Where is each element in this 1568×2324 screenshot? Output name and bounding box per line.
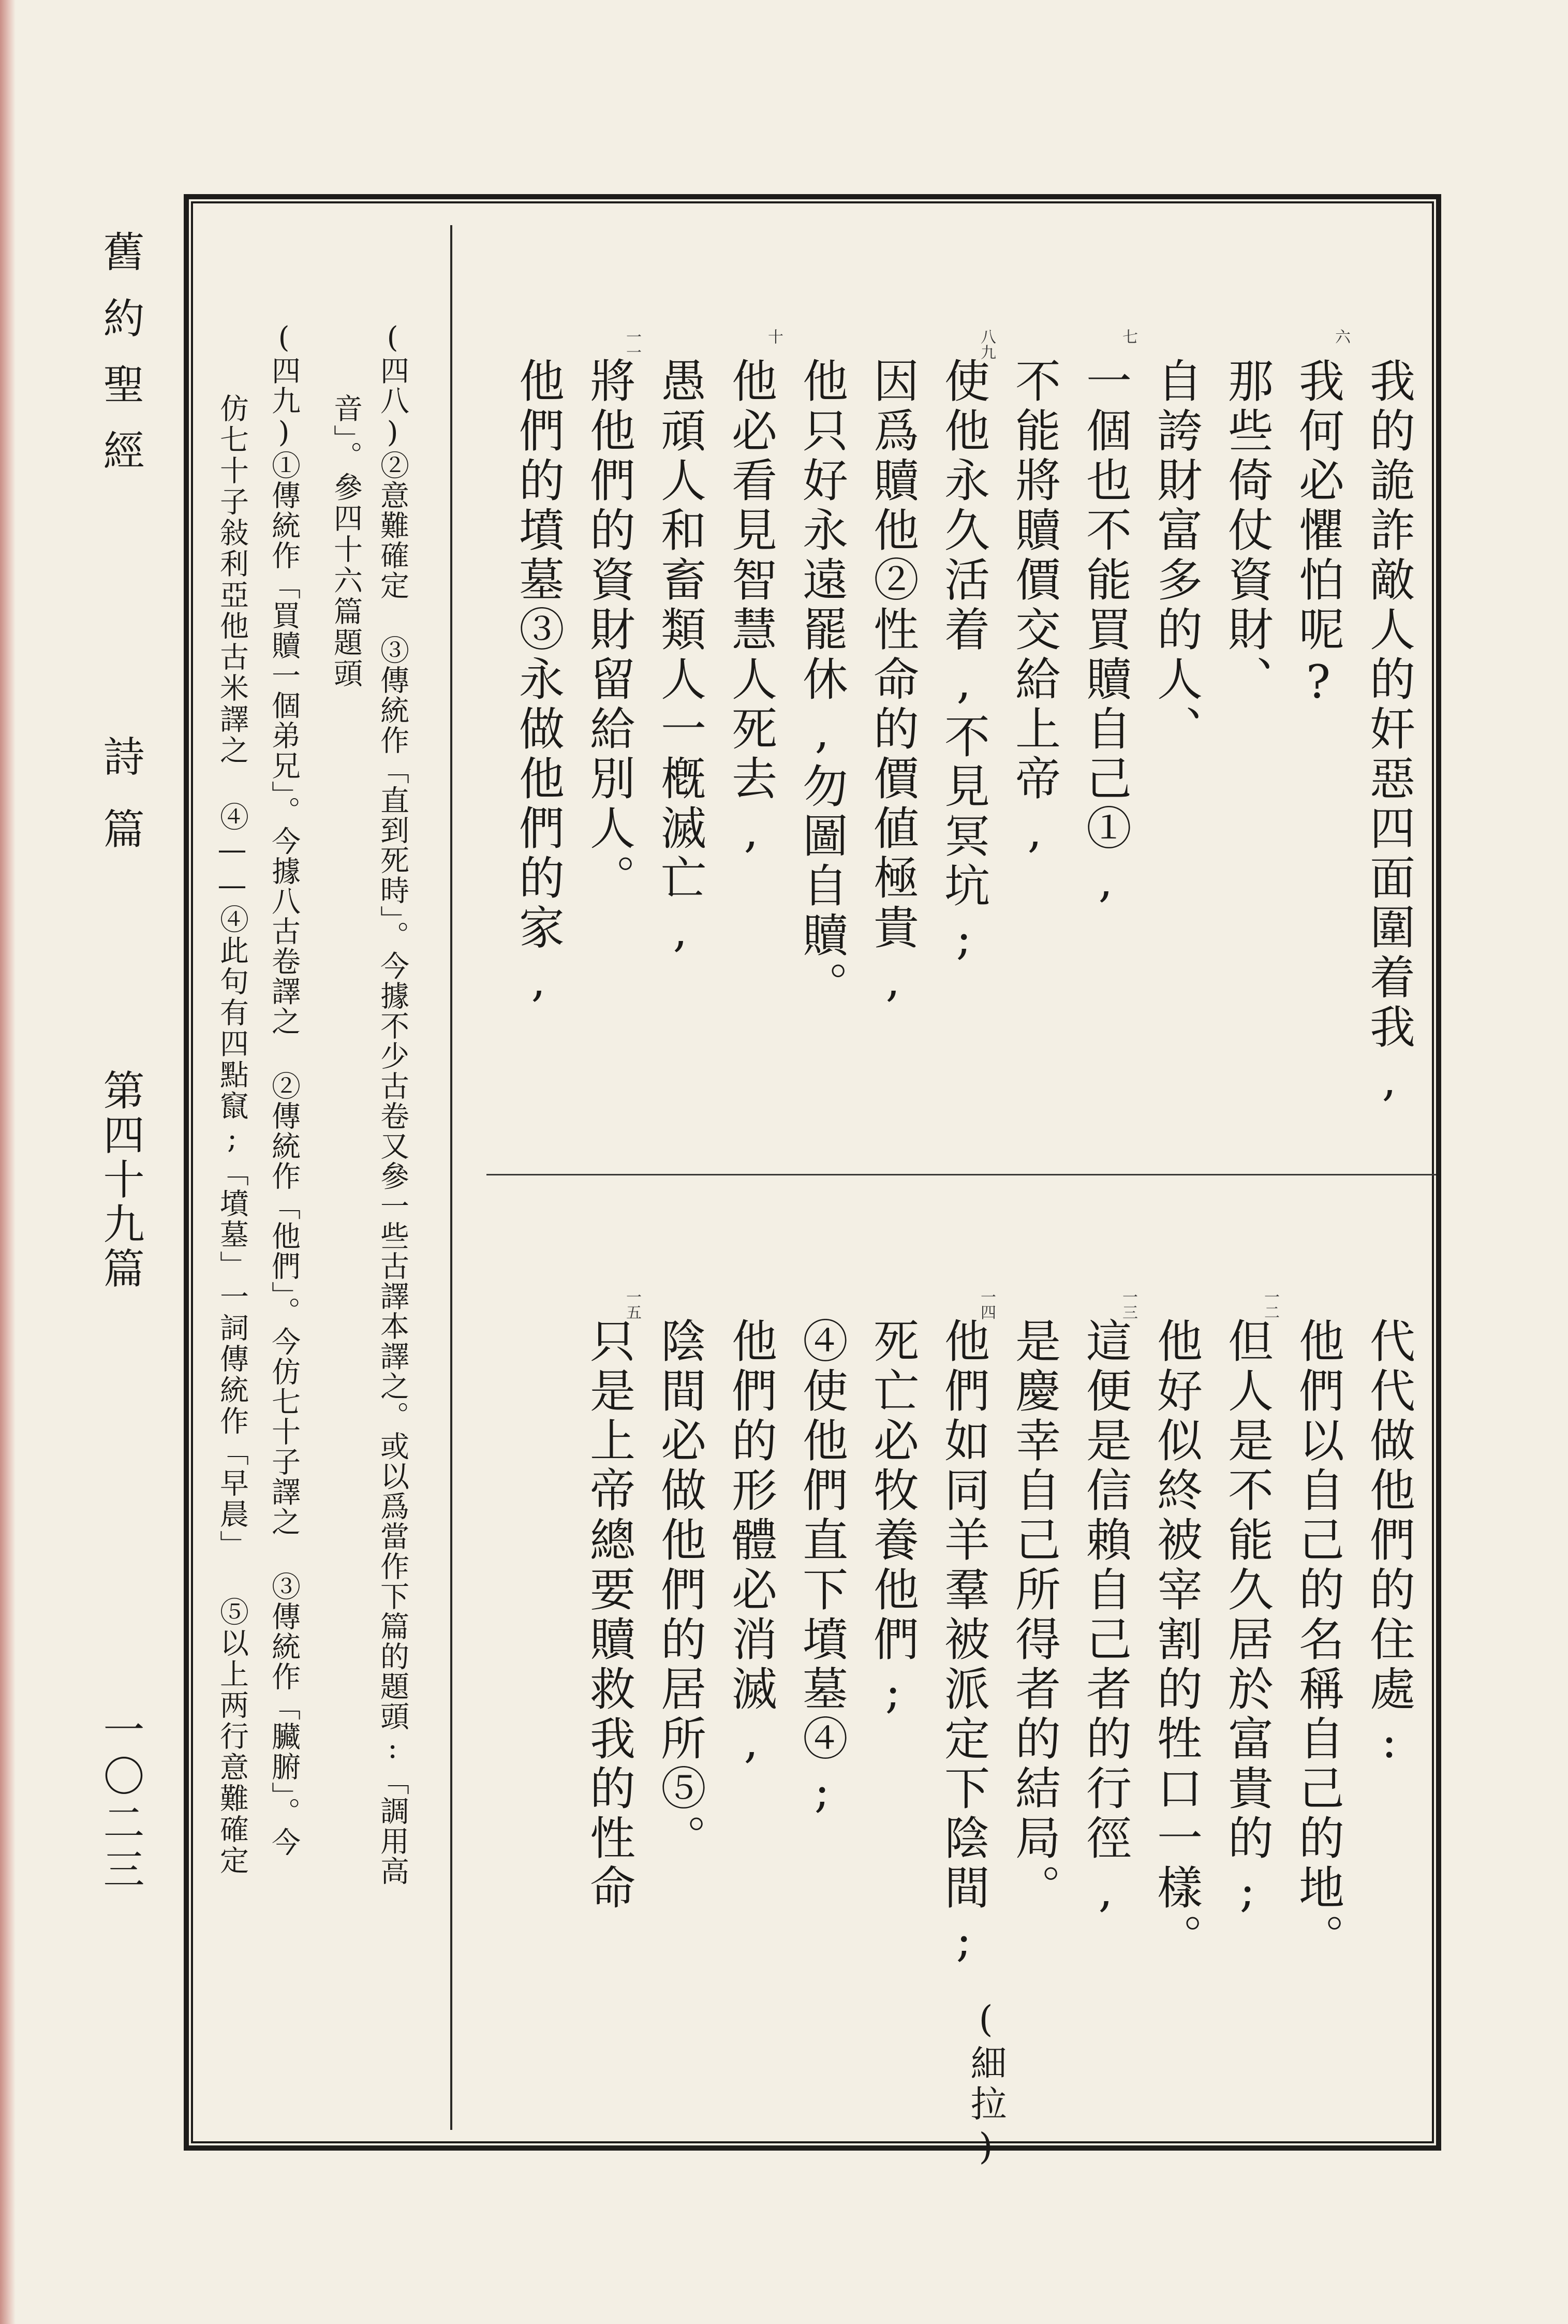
lower-verse-line: 代代做他們的住處: (1363, 1317, 1416, 1772)
upper-verse-line: 我的詭詐敵人的奸惡四面圍着我, (1363, 357, 1416, 1110)
footnote-line: (四九)①傳統作「買贖一個弟兄」。今據八古卷譯之 ②傳統作「他們」。今仿七十子譯之 ③傳統作「臟腑」。今 (267, 321, 301, 1857)
upper-verse-number: 七 (1119, 329, 1137, 344)
lower-verse-line: 他好似終被宰割的牲口一樣。 (1150, 1317, 1203, 1963)
upper-verse-line: 將他們的資財留給別人。 (583, 357, 636, 904)
upper-verse-line: 自誇財富多的人、 (1150, 357, 1203, 755)
upper-verse-number: 六 (1332, 329, 1350, 344)
lower-verse-line: 死亡必牧養他們; (866, 1317, 920, 1723)
upper-verse-line: 他只好永遠罷休,勿圖自贖。 (795, 357, 849, 1011)
lower-verse-number: 一四 (978, 1289, 996, 1320)
header-section: 詩篇 (96, 735, 144, 880)
lower-verse-number: 一三 (1119, 1289, 1137, 1320)
upper-verse-line: 因爲贖他②性命的價値極貴, (866, 357, 920, 1011)
upper-verse-line: 愚頑人和畜類人一槪滅亡, (654, 357, 707, 961)
upper-verse-line: 不能將贖價交給上帝, (1008, 357, 1061, 862)
header-book-title: 舊約聖經 (96, 230, 144, 495)
lower-verse-line: 但人是不能久居於富貴的; (1221, 1317, 1274, 1921)
lower-verse-line: 這便是信賴自己者的行徑, (1079, 1317, 1132, 1921)
upper-verse-number: 一一 (623, 329, 641, 360)
upper-lower-divider (486, 1174, 1436, 1175)
footnote-line: 音」。參四十六篇題頭 (329, 393, 363, 689)
selah-mark: (細拉) (965, 1998, 1007, 2172)
page-edge (0, 0, 16, 2324)
upper-verse-number: 八九 (978, 329, 996, 360)
lower-verse-line: 陰間必做他們的居所⑤。 (654, 1317, 707, 1864)
upper-verse-line: 我何必懼怕呢? (1292, 357, 1345, 713)
lower-verse-line: 只是上帝總要贖救我的性命 (583, 1317, 636, 1914)
lower-verse-line: 他們以自己的名稱自己的地。 (1292, 1317, 1345, 1963)
upper-verse-line: 他們的墳墓③永做他們的家, (512, 357, 565, 1011)
upper-verse-line: 一個也不能買贖自己①, (1079, 357, 1132, 911)
header-page-number: 一〇二三 (96, 1708, 144, 1894)
lower-verse-line: 他們如同羊羣被派定下陰間; (937, 1317, 990, 1971)
lower-verse-line: 他們的形體必消滅, (724, 1317, 778, 1772)
upper-verse-line: 使他永久活着,不見冥坑; (937, 357, 990, 969)
upper-verse-line: 那些倚仗資財、 (1221, 357, 1274, 705)
lower-verse-number: 一五 (623, 1289, 641, 1320)
upper-verse-number: 十 (765, 329, 783, 344)
footnote-line: 仿七十子敍利亞他古米譯之 ④——④此句有四點竄;「墳墓」一詞傳統作「早晨」 ⑤以上两行意難確定 (215, 393, 249, 1876)
lower-verse-line: ④使他們直下墳墓④; (795, 1317, 849, 1822)
lower-verse-number: 一二 (1261, 1289, 1279, 1320)
upper-verse-line: 他必看見智慧人死去, (724, 357, 778, 862)
header-chapter: 第四十九篇 (96, 1069, 144, 1291)
footnote-line: (四八)②意難確定 ③傳統作「直到死時」。今據不少古卷又參一些古譯本譯之。或以爲當作下篇的題頭:「調用高 (376, 321, 409, 1886)
notes-divider (450, 225, 452, 2130)
lower-verse-line: 是慶幸自己所得者的結局。 (1008, 1317, 1061, 1914)
